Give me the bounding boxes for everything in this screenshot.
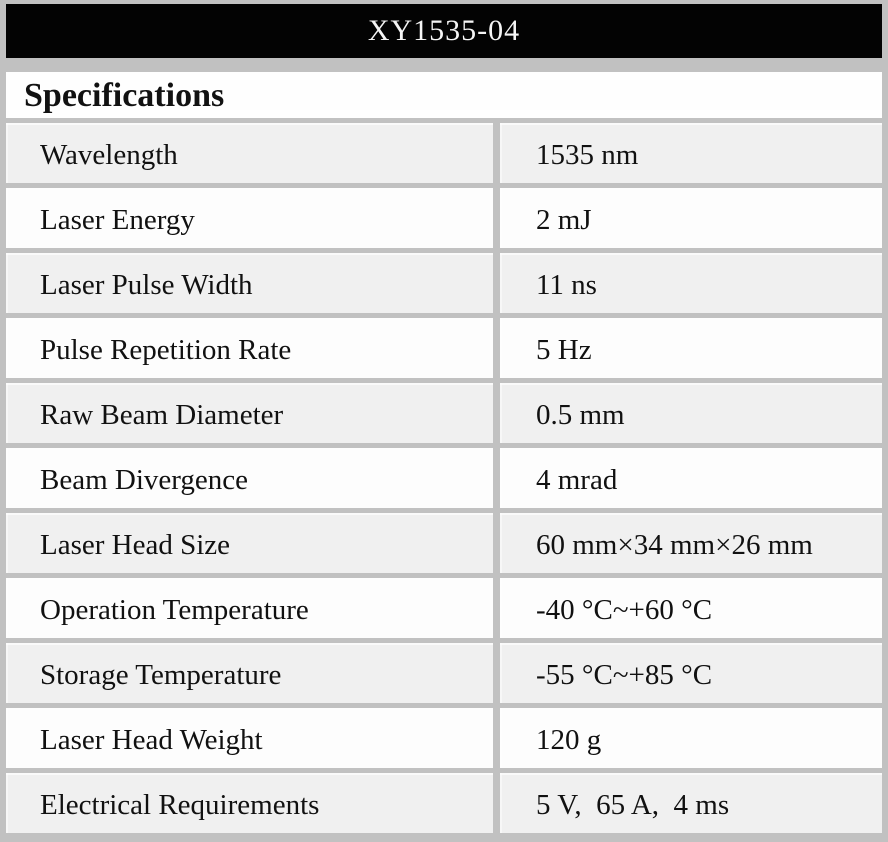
spec-label: Beam Divergence <box>6 448 493 508</box>
spec-label: Pulse Repetition Rate <box>6 318 493 378</box>
spec-value: 5 Hz <box>500 318 882 378</box>
table-row <box>6 513 882 573</box>
spec-label: Wavelength <box>6 123 493 183</box>
spec-label: Laser Head Size <box>6 513 493 573</box>
spec-table <box>6 123 882 838</box>
table-row <box>6 448 882 508</box>
table-row <box>6 643 882 703</box>
table-row <box>6 708 882 768</box>
table-row <box>6 123 882 183</box>
table-row <box>6 188 882 248</box>
section-title: Specifications <box>24 77 225 114</box>
spec-value: 5 V, 65 A, 4 ms <box>500 773 882 833</box>
spec-label: Laser Pulse Width <box>6 253 493 313</box>
product-title-bar <box>6 4 882 58</box>
section-header <box>6 72 882 118</box>
table-row <box>6 578 882 638</box>
spec-value: 4 mrad <box>500 448 882 508</box>
table-row <box>6 253 882 313</box>
spec-label: Raw Beam Diameter <box>6 383 493 443</box>
spec-value: 60 mm×34 mm×26 mm <box>500 513 882 573</box>
spec-value: 1535 nm <box>500 123 882 183</box>
spec-label: Operation Temperature <box>6 578 493 638</box>
spec-value: 11 ns <box>500 253 882 313</box>
spec-label: Laser Head Weight <box>6 708 493 768</box>
spec-value: -55 °C~+85 °C <box>500 643 882 703</box>
product-title: XY1535-04 <box>367 14 521 47</box>
spec-label: Storage Temperature <box>6 643 493 703</box>
spec-value: -40 °C~+60 °C <box>500 578 882 638</box>
spec-value: 2 mJ <box>500 188 882 248</box>
spec-value: 120 g <box>500 708 882 768</box>
spec-label: Electrical Requirements <box>6 773 493 833</box>
table-row <box>6 773 882 833</box>
table-row <box>6 318 882 378</box>
spec-label: Laser Energy <box>6 188 493 248</box>
spec-value: 0.5 mm <box>500 383 882 443</box>
table-row <box>6 383 882 443</box>
